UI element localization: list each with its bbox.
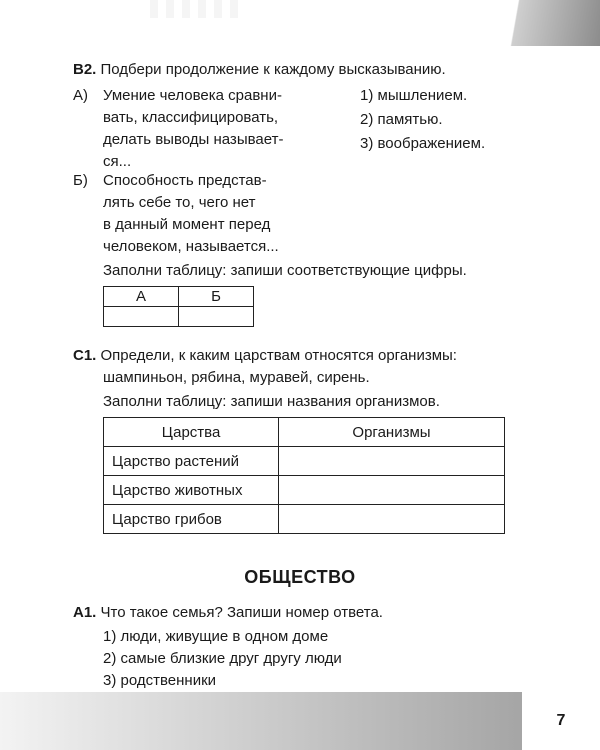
- b2-fill-instruction: Заполни таблицу: запиши соответствующие цифры.: [103, 262, 467, 279]
- b2-table-header-b: Б: [179, 287, 254, 307]
- b2-b-line-4: человеком, называется...: [103, 238, 279, 255]
- a1-task-id: А1.: [73, 604, 97, 621]
- b2-b-line-1: Способность представ-: [103, 172, 267, 189]
- b2-b-marker: Б): [73, 172, 88, 189]
- table-row: [104, 476, 505, 505]
- c1-row-plants: Царство растений: [104, 447, 279, 476]
- c1-prompt-line-1: [73, 346, 457, 366]
- c1-header-organisms: Организмы: [279, 418, 505, 447]
- c1-kingdoms-table: [103, 417, 505, 534]
- b2-task-id: B2.: [73, 61, 97, 78]
- c1-task-id: С1.: [73, 347, 97, 364]
- b2-a-line-1: Умение человека сравни-: [103, 87, 282, 104]
- b2-option-1: 1) мышлением.: [360, 87, 468, 104]
- c1-organisms-cell-fungi[interactable]: [279, 505, 505, 534]
- footer-bar: [0, 692, 600, 750]
- b2-b-line-3: в данный момент перед: [103, 216, 271, 233]
- a1-option-3: 3) родственники: [103, 672, 217, 689]
- c1-fill-instruction: Заполни таблицу: запиши названия организмов.: [103, 393, 440, 410]
- a1-option-2: 2) самые близкие друг другу люди: [103, 650, 342, 667]
- c1-organisms-cell-plants[interactable]: [279, 447, 505, 476]
- decorative-corner-stripe: [480, 0, 600, 46]
- decorative-top-pattern: [150, 0, 240, 18]
- b2-a-line-3: делать выводы называет-: [103, 131, 284, 148]
- c1-prompt-line-2: шампиньон, рябина, муравей, сирень.: [103, 369, 370, 386]
- c1-header-kingdoms: Царства: [104, 418, 279, 447]
- a1-option-1: 1) люди, живущие в одном доме: [103, 628, 329, 645]
- b2-option-3: 3) воображением.: [360, 135, 486, 152]
- b2-prompt: Подбери продолжение к каждому высказыванию.: [100, 61, 446, 78]
- c1-prompt-1: Определи, к каким царствам относятся организмы:: [100, 347, 457, 364]
- b2-prompt-line: [73, 60, 446, 80]
- b2-b-line-2: лять себе то, чего нет: [103, 194, 256, 211]
- page-number: 7: [522, 692, 600, 750]
- b2-a-marker: А): [73, 87, 88, 104]
- b2-a-line-4: ся...: [103, 153, 132, 170]
- a1-prompt: Что такое семья? Запиши номер ответа.: [100, 604, 383, 621]
- c1-organisms-cell-animals[interactable]: [279, 476, 505, 505]
- a1-prompt-line: [73, 603, 383, 623]
- b2-table-cell-b[interactable]: [179, 307, 254, 327]
- c1-row-fungi: Царство грибов: [104, 505, 279, 534]
- b2-answer-table: [103, 286, 254, 327]
- b2-option-2: 2) памятью.: [360, 111, 443, 128]
- section-title: ОБЩЕСТВО: [244, 567, 356, 587]
- b2-a-line-2: вать, классифицировать,: [103, 109, 279, 126]
- c1-row-animals: Царство животных: [104, 476, 279, 505]
- table-row: [104, 447, 505, 476]
- b2-table-cell-a[interactable]: [104, 307, 179, 327]
- b2-table-header-a: А: [104, 287, 179, 307]
- table-row: [104, 505, 505, 534]
